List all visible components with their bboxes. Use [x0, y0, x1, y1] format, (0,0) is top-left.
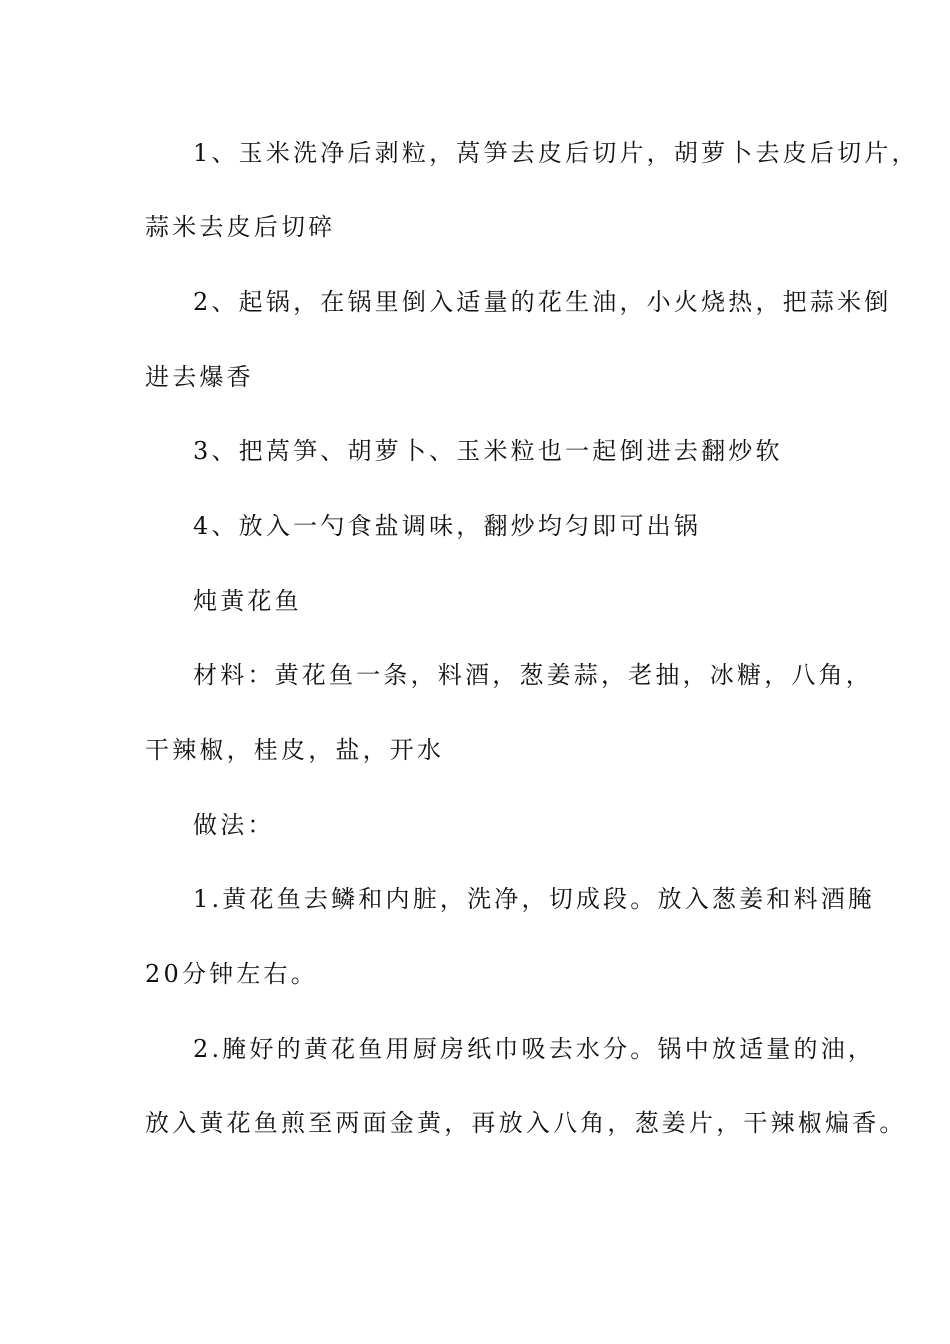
method-step-2-line-2: 放入黄花鱼煎至两面金黄，再放入八角，葱姜片，干辣椒煸香。 — [145, 1109, 907, 1137]
step-1-line-2: 蒜米去皮后切碎 — [145, 213, 336, 241]
ingredients-line-2: 干辣椒，桂皮，盐，开水 — [145, 736, 445, 764]
step-3-line: 3、把莴笋、胡萝卜、玉米粒也一起倒进去翻炒软 — [193, 437, 783, 465]
method-step-1-line-1: 1.黄花鱼去鳞和内脏，洗净，切成段。放入葱姜和料酒腌 — [193, 885, 876, 913]
step-1-line-1: 1、玉米洗净后剥粒，莴笋去皮后切片，胡萝卜去皮后切片， — [193, 139, 919, 167]
method-step-2-line-1: 2.腌好的黄花鱼用厨房纸巾吸去水分。锅中放适量的油， — [193, 1035, 876, 1063]
method-step-1-line-2: 20分钟左右。 — [145, 960, 318, 988]
step-2-line-1: 2、起锅，在锅里倒入适量的花生油，小火烧热，把蒜米倒 — [193, 288, 892, 316]
recipe-title: 炖黄花鱼 — [193, 587, 302, 615]
method-heading: 做法： — [193, 811, 275, 839]
ingredients-line-1: 材料：黄花鱼一条，料酒，葱姜蒜，老抽，冰糖，八角， — [193, 661, 873, 689]
step-4-line: 4、放入一勺食盐调味，翻炒均匀即可出锅 — [193, 512, 702, 540]
step-2-line-2: 进去爆香 — [145, 363, 254, 391]
